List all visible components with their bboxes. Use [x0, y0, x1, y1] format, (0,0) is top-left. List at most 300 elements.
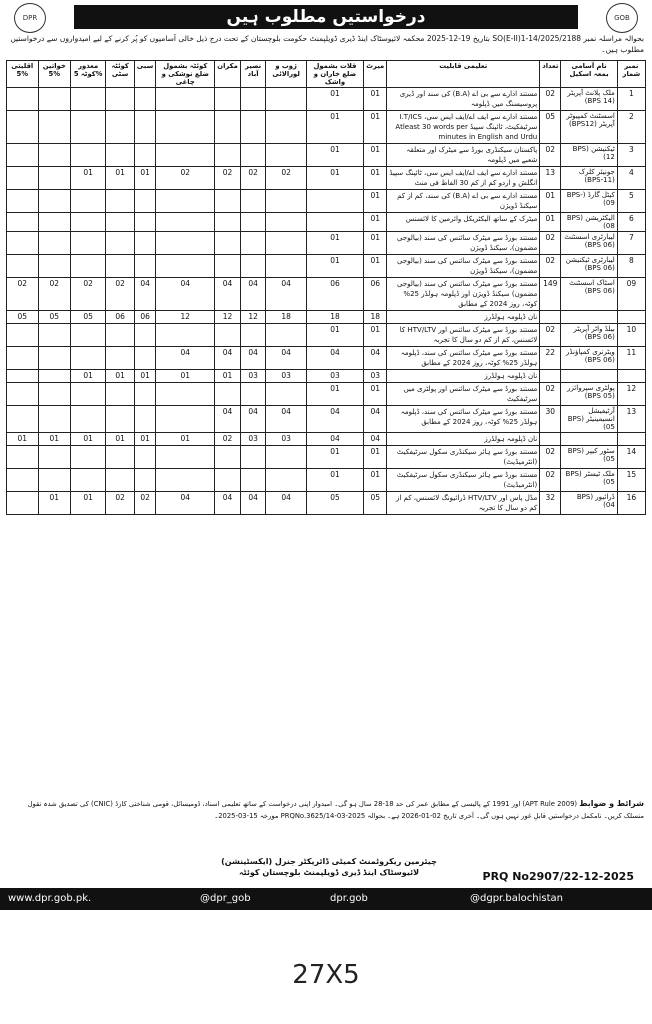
quota-cell: 04: [240, 278, 266, 311]
quota-cell: 02: [38, 278, 70, 311]
quota-cell: [215, 88, 241, 111]
header: [4, 2, 648, 32]
quota-cell: [106, 347, 135, 370]
quota-cell: [134, 232, 155, 255]
quota-cell: [215, 144, 241, 167]
post-name-cell: اسٹاک اسسٹنٹ (BPS 06): [561, 278, 617, 311]
quota-cell: [38, 324, 70, 347]
quota-cell: [156, 469, 215, 492]
quota-cell: 02: [134, 492, 155, 515]
quota-cell: [71, 232, 106, 255]
quota-cell: [306, 190, 363, 213]
quota-cell: 01: [364, 324, 387, 347]
quota-cell: [7, 347, 39, 370]
quota-cell: [156, 213, 215, 232]
quantity-cell: 13: [540, 167, 561, 190]
table-body: [7, 88, 646, 515]
quota-cell: 03: [364, 370, 387, 383]
quota-cell: [134, 111, 155, 144]
quota-cell: 01: [364, 88, 387, 111]
post-name-cell: [561, 370, 617, 383]
quota-cell: 01: [306, 324, 363, 347]
quota-cell: [134, 406, 155, 433]
table-row: [7, 232, 646, 255]
quota-cell: 01: [364, 213, 387, 232]
quota-cell: [7, 167, 39, 190]
post-name-cell: اسسٹنٹ کمپیوٹر آپریٹر (BPS12): [561, 111, 617, 144]
column-header: تعلیمی قابلیت: [387, 61, 540, 88]
column-header: میرٹ: [364, 61, 387, 88]
quota-cell: [266, 213, 306, 232]
quota-cell: 01: [7, 433, 39, 446]
quota-cell: 03: [306, 370, 363, 383]
table-row: [7, 167, 646, 190]
post-name-cell: ویٹرنری کمپاؤنڈر (BPS 06): [561, 347, 617, 370]
quota-cell: 01: [364, 232, 387, 255]
quantity-cell: 02: [540, 232, 561, 255]
quota-cell: 02: [240, 167, 266, 190]
post-name-cell: الیکٹریشن (BPS 08): [561, 213, 617, 232]
quota-cell: 01: [106, 433, 135, 446]
quota-cell: 01: [71, 433, 106, 446]
quota-cell: [7, 88, 39, 111]
quota-cell: [266, 446, 306, 469]
quota-cell: [215, 469, 241, 492]
qualification-cell: مستند ادارے سے بی اے (B.A) کی سند، کم از کم سیکنڈ ڈویژن: [387, 190, 540, 213]
quota-cell: [7, 469, 39, 492]
quota-cell: [71, 446, 106, 469]
quota-cell: [134, 144, 155, 167]
quota-cell: 04: [266, 492, 306, 515]
quota-cell: 01: [156, 370, 215, 383]
quota-cell: 04: [156, 492, 215, 515]
quota-cell: 12: [156, 311, 215, 324]
quota-cell: 02: [7, 278, 39, 311]
quota-cell: [266, 469, 306, 492]
post-name-cell: [561, 311, 617, 324]
quota-cell: 01: [134, 370, 155, 383]
quota-cell: 02: [156, 167, 215, 190]
quota-cell: [134, 88, 155, 111]
quota-cell: [71, 190, 106, 213]
quota-cell: [215, 213, 241, 232]
quota-cell: [71, 144, 106, 167]
table-row: [7, 370, 646, 383]
serial-number-cell: 3: [617, 144, 645, 167]
quota-cell: 04: [240, 347, 266, 370]
quota-cell: 12: [215, 311, 241, 324]
quota-cell: [134, 347, 155, 370]
quota-cell: 04: [364, 433, 387, 446]
table-row: [7, 406, 646, 433]
post-name-cell: جونیئر کلرک (BPS-11): [561, 167, 617, 190]
quota-cell: [7, 383, 39, 406]
quota-cell: 04: [134, 278, 155, 311]
qualification-cell: مستند بورڈ سے ہائر سیکنڈری سکول سرٹیفکیٹ (انٹرمیڈیٹ): [387, 446, 540, 469]
quota-cell: 04: [156, 347, 215, 370]
post-name-cell: بیلڈ واٹر آپریٹر (BPS 06): [561, 324, 617, 347]
quota-cell: 05: [7, 311, 39, 324]
quota-cell: [7, 446, 39, 469]
quota-cell: [156, 190, 215, 213]
website-link[interactable]: www.dpr.gob.pk.: [8, 893, 92, 904]
quantity-cell: 02: [540, 324, 561, 347]
quota-cell: 05: [306, 492, 363, 515]
quota-cell: 01: [106, 370, 135, 383]
quota-cell: 04: [215, 278, 241, 311]
qualification-cell: پاکستان سیکنڈری بورڈ سے میٹرک اور متعلقہ شعبے میں ڈپلومہ: [387, 144, 540, 167]
serial-number-cell: 15: [617, 469, 645, 492]
quota-cell: [38, 232, 70, 255]
post-name-cell: ٹیکنیشن (BPS 12): [561, 144, 617, 167]
quota-cell: 03: [266, 433, 306, 446]
quota-cell: 04: [364, 406, 387, 433]
quota-cell: 01: [134, 167, 155, 190]
quantity-cell: [540, 370, 561, 383]
post-name-cell: ڈرائیور (BPS 04): [561, 492, 617, 515]
quota-cell: [38, 446, 70, 469]
quota-cell: [215, 111, 241, 144]
post-name-cell: لیبارٹری ٹیکنیشن (BPS 06): [561, 255, 617, 278]
qualification-cell: مستند بورڈ سے میٹرک سائنس کی سند (بیالوجی مضمون) سیکنڈ ڈویژن اور ڈپلومہ ہولڈر 25% کوٹہ، روز 2024 کے مطابق: [387, 278, 540, 311]
post-name-cell: لیبارٹری اسسٹنٹ (BPS 06): [561, 232, 617, 255]
column-header: قلات بشمول ضلع خاران و واشک: [306, 61, 363, 88]
quota-cell: 01: [134, 433, 155, 446]
quota-cell: 18: [364, 311, 387, 324]
column-header: نمبر شمار: [617, 61, 645, 88]
quota-cell: 01: [156, 433, 215, 446]
quota-cell: 02: [215, 433, 241, 446]
serial-number-cell: 8: [617, 255, 645, 278]
quota-cell: 01: [364, 446, 387, 469]
quota-cell: 01: [364, 144, 387, 167]
quota-cell: 04: [240, 406, 266, 433]
quota-cell: 01: [364, 383, 387, 406]
qualification-cell: مستند بورڈ سے میٹرک سائنس کی سند، ڈپلومہ ہولڈر 25% کوٹہ، روز 2024 کے مطابق: [387, 406, 540, 433]
quota-cell: 18: [306, 311, 363, 324]
quota-cell: [134, 213, 155, 232]
quantity-cell: 22: [540, 347, 561, 370]
quota-cell: [71, 111, 106, 144]
quota-cell: [134, 324, 155, 347]
quantity-cell: 02: [540, 88, 561, 111]
quota-cell: [38, 406, 70, 433]
quantity-cell: 149: [540, 278, 561, 311]
quota-cell: 06: [306, 278, 363, 311]
qualification-cell: مستند بورڈ سے میٹرک سائنس اور پولٹری میں سرٹیفکیٹ: [387, 383, 540, 406]
serial-number-cell: 2: [617, 111, 645, 144]
table-row: [7, 324, 646, 347]
quota-cell: [106, 190, 135, 213]
quota-cell: [134, 383, 155, 406]
quantity-cell: 02: [540, 383, 561, 406]
quota-cell: 02: [215, 167, 241, 190]
quota-cell: 01: [306, 383, 363, 406]
quota-cell: [106, 88, 135, 111]
qualification-cell: مستند بورڈ سے میٹرک سائنس کی سند (بیالوجی مضمون)، سیکنڈ ڈویژن: [387, 255, 540, 278]
table-header-row: [7, 61, 646, 88]
serial-number-cell: 7: [617, 232, 645, 255]
quota-cell: [71, 213, 106, 232]
page-title: درخواستیں مطلوب ہیں: [74, 5, 578, 29]
quota-cell: [240, 255, 266, 278]
instagram-handle[interactable]: dpr.gob: [330, 893, 368, 904]
quota-cell: 01: [306, 255, 363, 278]
quota-cell: 18: [266, 311, 306, 324]
quota-cell: [240, 190, 266, 213]
column-header: نام آسامی بمعہ اسکیل: [561, 61, 617, 88]
quota-cell: [38, 111, 70, 144]
quota-cell: [156, 144, 215, 167]
quota-cell: [156, 383, 215, 406]
quota-cell: 01: [364, 167, 387, 190]
quota-cell: [106, 406, 135, 433]
footer-bar: [0, 888, 652, 910]
signature-line-2: لائیوسٹاک اینڈ ڈیری ڈویلپمنٹ بلوچستان کوئٹہ: [238, 868, 420, 877]
government-logo-icon: DPR: [14, 3, 46, 33]
quota-cell: [156, 446, 215, 469]
quota-cell: 04: [306, 347, 363, 370]
quota-cell: 01: [71, 492, 106, 515]
serial-number-cell: 13: [617, 406, 645, 433]
quota-cell: [156, 111, 215, 144]
quota-cell: [156, 88, 215, 111]
quantity-cell: 02: [540, 255, 561, 278]
table-row: [7, 190, 646, 213]
quota-cell: [7, 255, 39, 278]
table-row: [7, 278, 646, 311]
terms-section: [8, 798, 644, 822]
qualification-cell: مستند بورڈ سے میٹرک سائنس اور HTV/LTV کا لائسنس، کم از کم دو سال کا تجربہ: [387, 324, 540, 347]
serial-number-cell: 12: [617, 383, 645, 406]
quota-cell: 04: [306, 433, 363, 446]
quota-cell: [266, 190, 306, 213]
quota-cell: [71, 255, 106, 278]
quota-cell: [306, 213, 363, 232]
quota-cell: [156, 406, 215, 433]
twitter-handle[interactable]: @dpr_gob: [200, 893, 251, 904]
quota-cell: [106, 111, 135, 144]
quota-cell: 04: [215, 347, 241, 370]
quota-cell: [240, 469, 266, 492]
quota-cell: 06: [106, 311, 135, 324]
quota-cell: 01: [306, 469, 363, 492]
serial-number-cell: 11: [617, 347, 645, 370]
qualification-cell: مستند ادارے سے ایف اے/ایف ایس سی، ٹائپنگ سپیڈ انگلش و اردو کم از کم 30 الفاظ فی منٹ: [387, 167, 540, 190]
quota-cell: [71, 469, 106, 492]
quota-cell: 04: [215, 492, 241, 515]
quota-cell: 01: [38, 433, 70, 446]
quota-cell: [266, 144, 306, 167]
column-header: مکران: [215, 61, 241, 88]
quota-cell: [38, 383, 70, 406]
quota-cell: [7, 213, 39, 232]
quota-cell: 04: [215, 406, 241, 433]
quota-cell: [266, 232, 306, 255]
quota-cell: 01: [364, 255, 387, 278]
table-row: [7, 383, 646, 406]
quota-cell: 04: [266, 347, 306, 370]
column-header: کوئٹہ بشمول ضلع نوشکی و چاغی: [156, 61, 215, 88]
quantity-cell: 05: [540, 111, 561, 144]
quota-cell: [38, 255, 70, 278]
prq-number: PRQ No2907/22-12-2025: [482, 870, 634, 883]
quota-cell: [71, 324, 106, 347]
quota-cell: 01: [306, 88, 363, 111]
serial-number-cell: 6: [617, 213, 645, 232]
quota-cell: [240, 324, 266, 347]
serial-number-cell: 09: [617, 278, 645, 311]
quota-cell: [106, 446, 135, 469]
column-header: سبی: [134, 61, 155, 88]
quota-cell: [7, 324, 39, 347]
quota-cell: 06: [134, 311, 155, 324]
quota-cell: [266, 383, 306, 406]
quota-cell: 04: [266, 278, 306, 311]
quota-cell: 02: [106, 492, 135, 515]
quota-cell: 02: [266, 167, 306, 190]
quota-cell: 05: [364, 492, 387, 515]
column-header: خواتین 5%: [38, 61, 70, 88]
quota-cell: [106, 232, 135, 255]
post-name-cell: کیٹل گارڈ (BPS-09): [561, 190, 617, 213]
column-header: ژوب و لورالائی: [266, 61, 306, 88]
quota-cell: [106, 144, 135, 167]
serial-number-cell: 1: [617, 88, 645, 111]
quota-cell: [215, 232, 241, 255]
quota-cell: 01: [71, 370, 106, 383]
quota-cell: [215, 383, 241, 406]
quota-cell: [38, 347, 70, 370]
serial-number-cell: 4: [617, 167, 645, 190]
quota-cell: [38, 213, 70, 232]
table-row: [7, 469, 646, 492]
quota-cell: [71, 406, 106, 433]
quota-cell: [266, 324, 306, 347]
quota-cell: 03: [240, 433, 266, 446]
quota-cell: 04: [364, 347, 387, 370]
quota-cell: [106, 213, 135, 232]
quota-cell: [7, 111, 39, 144]
table-row: [7, 492, 646, 515]
table-row: [7, 213, 646, 232]
quota-cell: [7, 492, 39, 515]
quota-cell: 01: [38, 492, 70, 515]
column-header: معذور کوٹہ 5%: [71, 61, 106, 88]
intro-text: بحوالہ مراسلہ نمبر SO(E-II)1-14/2025/2188 بتاریخ 19-12-2025 محکمہ لائیوسٹاک اینڈ ڈیری ڈویلپمنٹ حکومت بلوچستان کے تحت درج ذیل خالی آسامیوں کو پُر کرنے کے لیے امیدواروں سے درخواستیں مطلوب ہیں۔: [10, 34, 644, 54]
department-logo-icon: GOB: [606, 3, 638, 33]
quota-cell: [106, 324, 135, 347]
quota-cell: [266, 111, 306, 144]
quota-cell: [106, 383, 135, 406]
quota-cell: [240, 383, 266, 406]
quota-cell: 01: [306, 167, 363, 190]
quota-cell: [7, 144, 39, 167]
quota-cell: [7, 232, 39, 255]
quantity-cell: 30: [540, 406, 561, 433]
table-row: [7, 88, 646, 111]
advertisement-page: [4, 0, 648, 940]
quota-cell: [215, 255, 241, 278]
serial-number-cell: [617, 433, 645, 446]
quota-cell: [156, 255, 215, 278]
quota-cell: [266, 88, 306, 111]
qualification-cell: مستند بورڈ سے ہائر سیکنڈری سکول سرٹیفکیٹ (انٹرمیڈیٹ): [387, 469, 540, 492]
quota-cell: [215, 324, 241, 347]
quota-cell: [38, 144, 70, 167]
quantity-cell: [540, 433, 561, 446]
table-row: [7, 446, 646, 469]
quota-cell: [38, 88, 70, 111]
quota-cell: 12: [240, 311, 266, 324]
ad-size-label: 27X5: [292, 960, 360, 990]
quota-cell: 02: [71, 278, 106, 311]
qualification-cell: نان ڈپلومہ ہولڈرز: [387, 370, 540, 383]
serial-number-cell: 5: [617, 190, 645, 213]
quota-cell: [240, 111, 266, 144]
qualification-cell: مستند ادارے سے ایف اے/ایف ایس سی، I.T/ICS سرٹیفکیٹ، ٹائپنگ سپیڈ Atleast 30 words per minutes in English and Urdu: [387, 111, 540, 144]
quota-cell: [7, 370, 39, 383]
serial-number-cell: 14: [617, 446, 645, 469]
quantity-cell: 02: [540, 144, 561, 167]
quantity-cell: [540, 311, 561, 324]
quota-cell: 01: [364, 469, 387, 492]
terms-text: (APT Rule 2009) اور 1991 کے پالیسی کے مطابق عمر کی حد 18-28 سال ہو گی۔ امیدوار اپنی درخواست کے ساتھ تعلیمی اسناد، ڈومیسائل، قومی شناختی کارڈ (CNIC) کی تصدیق شدہ نقول منسلک کریں۔ نامکمل درخواستیں قابلِ غور نہیں ہوں گی۔ آخری تاریخ 02-01-2026 ہے۔ بحوالہ PRQNo.3625/14-03-2025 مورخہ 15-03-2025۔: [27, 800, 644, 820]
table-row: [7, 347, 646, 370]
quota-cell: 04: [240, 492, 266, 515]
table-row: [7, 111, 646, 144]
quota-cell: [240, 144, 266, 167]
quantity-cell: 02: [540, 469, 561, 492]
serial-number-cell: [617, 370, 645, 383]
post-name-cell: [561, 433, 617, 446]
quota-cell: [134, 190, 155, 213]
quota-cell: [240, 232, 266, 255]
qualification-cell: نان ڈپلومہ ہولڈرز: [387, 311, 540, 324]
table-row: [7, 255, 646, 278]
column-header: نصیر آباد: [240, 61, 266, 88]
quota-cell: 05: [71, 311, 106, 324]
quota-cell: 01: [306, 144, 363, 167]
quota-cell: 01: [306, 232, 363, 255]
qualification-cell: مستند ادارے سے بی اے (B.A) کی سند اور ڈیری پروسیسنگ میں ڈپلومہ: [387, 88, 540, 111]
quota-cell: [134, 446, 155, 469]
serial-number-cell: [617, 311, 645, 324]
quota-cell: 03: [266, 370, 306, 383]
quota-cell: [134, 255, 155, 278]
quota-cell: 01: [364, 190, 387, 213]
post-name-cell: ملک پلانٹ آپریٹر (BPS 14): [561, 88, 617, 111]
quota-cell: [240, 446, 266, 469]
quantity-cell: 32: [540, 492, 561, 515]
serial-number-cell: 10: [617, 324, 645, 347]
quota-cell: 04: [306, 406, 363, 433]
quota-cell: [7, 406, 39, 433]
post-name-cell: ملک ٹیسٹر (BPS 05): [561, 469, 617, 492]
column-header: اقلیتی 5%: [7, 61, 39, 88]
facebook-handle[interactable]: @dgpr.balochistan: [470, 893, 563, 904]
quota-cell: [38, 370, 70, 383]
quota-cell: 01: [306, 446, 363, 469]
quota-cell: [215, 446, 241, 469]
qualification-cell: مڈل پاس اور HTV/LTV ڈرائیونگ لائسنس، کم از کم دو سال کا تجربہ: [387, 492, 540, 515]
quota-cell: [38, 190, 70, 213]
table-row: [7, 433, 646, 446]
signature-block: [204, 856, 454, 878]
post-name-cell: پولٹری سپروائزر (BPS 05): [561, 383, 617, 406]
quota-cell: [156, 232, 215, 255]
quota-cell: [106, 469, 135, 492]
